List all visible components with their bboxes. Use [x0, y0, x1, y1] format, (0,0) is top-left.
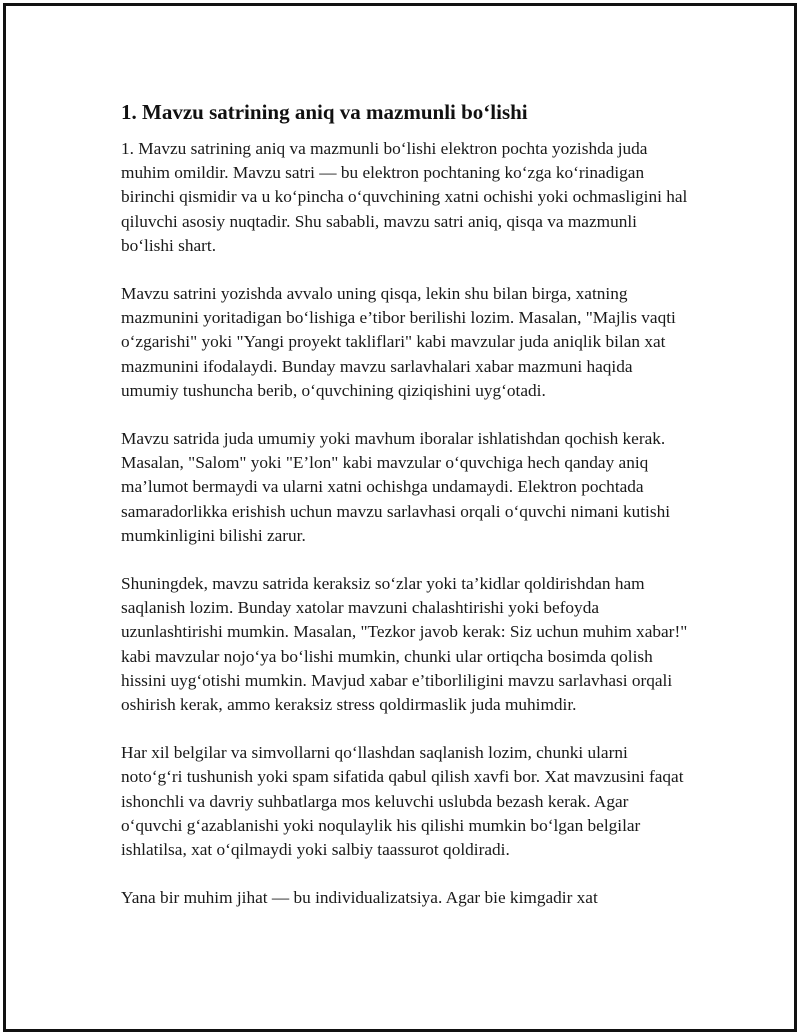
document-body: [121, 98, 691, 934]
paragraph-5: Har xil belgilar va simvollarni qo‘llashdan saqlanish lozim, chunki ularni noto‘g‘ri tushunish yoki spam sifatida qabul qilish xavfi bor. Xat mavzusini faqat ishonchli va davriy suhbatlarga mos keluvchi uslubda bezash kerak. Agar o‘quvchi g‘azablanishi yoki noqulaylik his qilishi mumkin bo‘lgan belgilar ishlatilsa, xat o‘qilmaydi yoki salbiy taassurot qoldiradi.: [121, 743, 684, 860]
page-frame: [3, 3, 797, 1032]
paragraph-2: Mavzu satrini yozishda avvalo uning qisqa, lekin shu bilan birga, xatning mazmunini yoritadigan bo‘lishiga e’tibor berilishi lozim. Masalan, "Majlis vaqti o‘zgarishi" yoki "Yangi proyekt takliflari" kabi mavzular juda aniqlik bilan xat mazmunini ifodalaydi. Bunday mavzu sarlavhalari xabar mazmuni haqida umumiy tushuncha berib, o‘quvchining qiziqishini uyg‘otadi.: [121, 284, 676, 400]
paragraph-1: 1. Mavzu satrining aniq va mazmunli bo‘lishi elektron pochta yozishda juda muhim omildir. Mavzu satri — bu elektron pochtaning ko‘zga ko‘rinadigan birinchi qismidir va u ko‘pincha o‘quvchining xatni ochishi yoki ochmasligini hal qiluvchi asosiy nuqtadir. Shu sababli, mavzu satri aniq, qisqa va mazmunli bo‘lishi shart.: [121, 139, 688, 255]
paragraph-6: Yana bir muhim jihat — bu individualizatsiya. Agar bie kimgadir xat: [121, 888, 598, 908]
document-title: 1. Mavzu satrining aniq va mazmunli bo‘lishi: [121, 100, 528, 124]
paragraph-4: Shuningdek, mavzu satrida keraksiz so‘zlar yoki ta’kidlar qoldirishdan ham saqlanish lozim. Bunday xatolar mavzuni chalashtirishi yoki befoyda uzunlashtirishi mumkin. Masalan, "Tezkor javob kerak: Siz uchun muhim xabar!" kabi mavzular nojo‘ya bo‘lishi mumkin, chunki ular ortiqcha bosimda qolish hissini uyg‘otishi mumkin. Mavjud xabar e’tiborliligini mavzu sarlavhasi orqali oshirish kerak, ammo keraksiz stress qoldirmaslik juda muhimdir.: [121, 574, 688, 715]
paragraph-3: Mavzu satrida juda umumiy yoki mavhum iboralar ishlatishdan qochish kerak. Masalan, "Salom" yoki "E’lon" kabi mavzular o‘quvchiga hech qanday aniq ma’lumot bermaydi va ularni xatni ochishga undamaydi. Elektron pochtada samaradorlikka erishish uchun mavzu sarlavhasi orqali o‘quvchi nimani kutishi mumkinligini bilishi zarur.: [121, 429, 671, 545]
